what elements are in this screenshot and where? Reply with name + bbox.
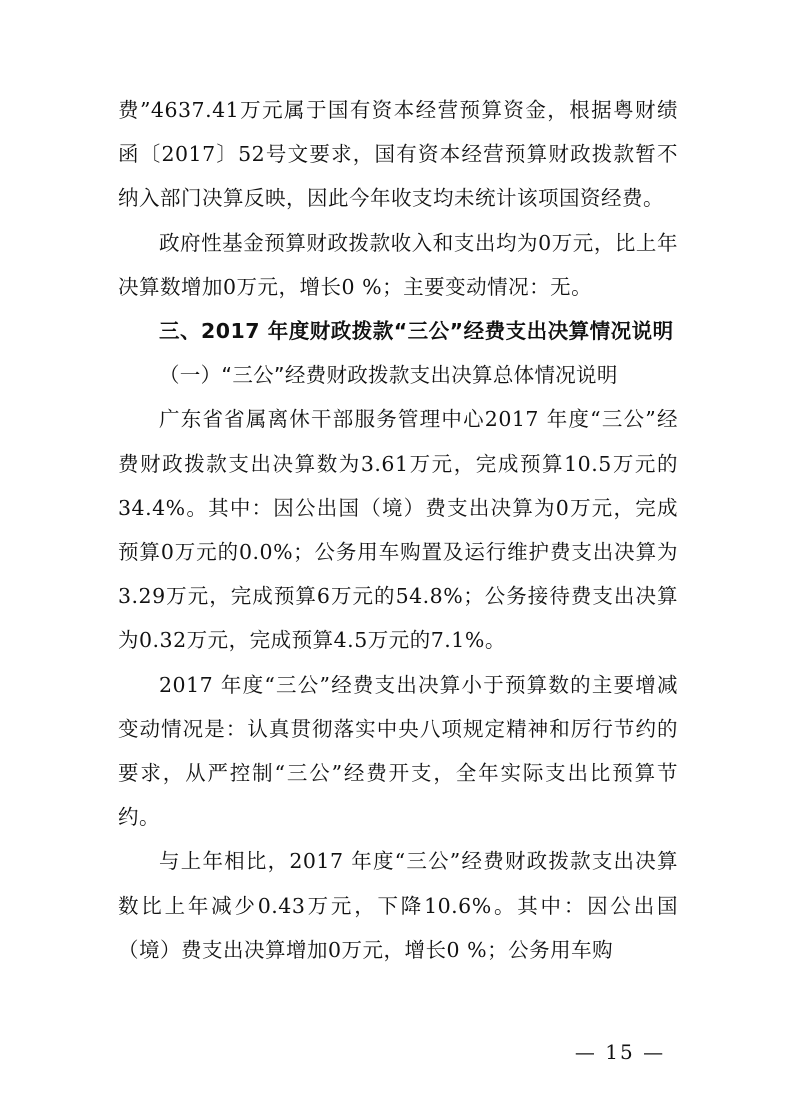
subsection-heading: （一）“三公”经费财政拨款支出决算总体情况说明 [159, 363, 618, 388]
paragraph-three-public-overview: 广东省省属离休干部服务管理中心2017 年度“三公”经费财政拨款支出决算数为3.61万元，完成预算10.5万元的34.4%。其中：因公出国（境）费支出决算为0万元，完成预算0万元的0.0%；公务用车购置及运行维护费支出决算为3.29万元，完成预算6万元的54.8%；公务接待费支出决算为0.32万元，完成预算4.5万元的7.1%。 [118, 407, 678, 653]
paragraph-state-capital-funds: 费”4637.41万元属于国有资本经营预算资金，根据粤财绩函〔2017〕52号文要求，国有资本经营预算财政拨款暂不纳入部门决算反映，因此今年收支均未统计该项国资经费。 [118, 98, 678, 211]
paragraph-year-comparison: 与上年相比，2017 年度“三公”经费财政拨款支出决算数比上年减少0.43万元，下降10.6%。其中：因公出国（境）费支出决算增加0万元，增长0 %；公务用车购 [118, 849, 678, 962]
page-number: — 15 — [574, 1040, 666, 1064]
paragraph-government-fund: 政府性基金预算财政拨款收入和支出均为0万元，比上年决算数增加0万元，增长0 %；主要变动情况：无。 [118, 230, 678, 299]
section-heading: 三、2017 年度财政拨款“三公”经费支出决算情况说明 [159, 319, 674, 344]
document-page [118, 88, 678, 972]
paragraph-budget-variance: 2017 年度“三公”经费支出决算小于预算数的主要增减变动情况是：认真贯彻落实中央八项规定精神和厉行节约的要求，从严控制“三公”经费开支，全年实际支出比预算节约。 [118, 672, 678, 830]
